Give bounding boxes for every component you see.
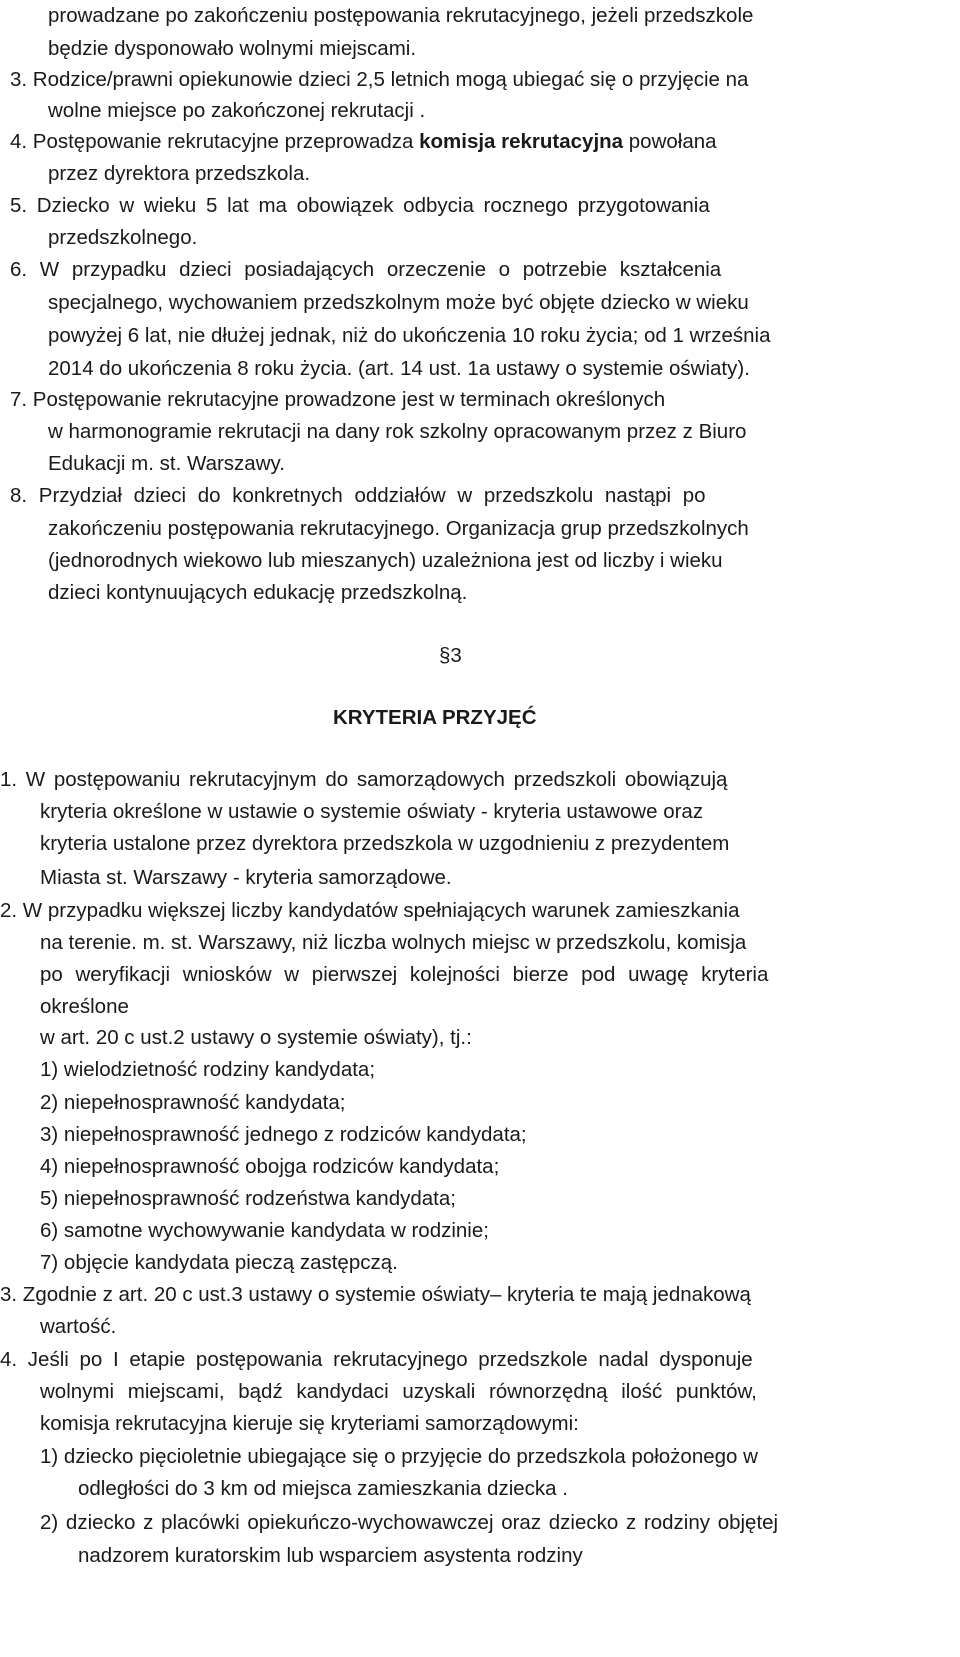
list-item-5: 5. Dziecko w wieku 5 lat ma obowiązek odbycia rocznego przygotowania [10, 194, 710, 217]
list-item-3: 3. Rodzice/prawni opiekunowie dzieci 2,5 letnich mogą ubiegać się o przyjęcie na [10, 68, 749, 91]
item4-suffix: powołana [623, 130, 717, 153]
text-line: prowadzane po zakończeniu postępowania rekrutacyjnego, jeżeli przedszkole [48, 4, 754, 27]
text-line: przedszkolnego. [48, 226, 198, 249]
list-item-2: 2. W przypadku większej liczby kandydatów spełniających warunek zamieszkania [0, 899, 740, 922]
list-item-4: 4. Jeśli po I etapie postępowania rekrutacyjnego przedszkole nadal dysponuje [0, 1348, 753, 1371]
paragraph-mark: §3 [439, 644, 462, 667]
text-line: Edukacji m. st. Warszawy. [48, 452, 285, 475]
text-line: specjalnego, wychowaniem przedszkolnym może być objęte dziecko w wieku [48, 291, 749, 314]
item4-bold: komisja rekrutacyjna [419, 130, 624, 153]
text-line: Miasta st. Warszawy - kryteria samorządowe. [40, 866, 452, 889]
text-line: zakończeniu postępowania rekrutacyjnego. Organizacja grup przedszkolnych [48, 517, 749, 540]
text-line: komisja rekrutacyjna kieruje się kryteriami samorządowymi: [40, 1412, 579, 1435]
criteria-item-7: 7) objęcie kandydata pieczą zastępczą. [40, 1251, 398, 1274]
text-line: dzieci kontynuujących edukację przedszkolną. [48, 581, 468, 604]
criteria-item-2: 2) niepełnosprawność kandydata; [40, 1091, 346, 1114]
text-line: kryteria ustalone przez dyrektora przedszkola w uzgodnieniu z prezydentem [40, 832, 730, 855]
text-line: będzie dysponowało wolnymi miejscami. [48, 37, 417, 60]
samorzad-criteria-item-1: 1) dziecko pięcioletnie ubiegające się o przyjęcie do przedszkola położonego w [40, 1445, 758, 1468]
list-item-8: 8. Przydział dzieci do konkretnych oddziałów w przedszkolu nastąpi po [10, 484, 706, 507]
text-line: w harmonogramie rekrutacji na dany rok szkolny opracowanym przez z Biuro [48, 420, 747, 443]
text-line: kryteria określone w ustawie o systemie oświaty - kryteria ustawowe oraz [40, 800, 704, 823]
text-line: wolne miejsce po zakończonej rekrutacji . [48, 99, 426, 122]
text-line: wartość. [40, 1315, 117, 1338]
text-line: po weryfikacji wniosków w pierwszej kolejności bierze pod uwagę kryteria [40, 963, 769, 986]
criteria-item-5: 5) niepełnosprawność rodzeństwa kandydata; [40, 1187, 456, 1210]
text-line: 2014 do ukończenia 8 roku życia. (art. 14 ust. 1a ustawy o systemie oświaty). [48, 357, 750, 380]
criteria-item-1: 1) wielodzietność rodziny kandydata; [40, 1058, 376, 1081]
text-line: przez dyrektora przedszkola. [48, 162, 311, 185]
list-item-7: 7. Postępowanie rekrutacyjne prowadzone jest w terminach określonych [10, 388, 666, 411]
criteria-item-3: 3) niepełnosprawność jednego z rodziców kandydata; [40, 1123, 527, 1146]
list-item-4 [10, 132, 717, 153]
criteria-item-4: 4) niepełnosprawność obojga rodziców kandydata; [40, 1155, 500, 1178]
text-line: odległości do 3 km od miejsca zamieszkania dziecka . [78, 1477, 568, 1500]
list-item-3: 3. Zgodnie z art. 20 c ust.3 ustawy o systemie oświaty– kryteria te mają jednakową [0, 1283, 751, 1306]
text-line: powyżej 6 lat, nie dłużej jednak, niż do ukończenia 10 roku życia; od 1 września [48, 324, 771, 347]
list-item-6: 6. W przypadku dzieci posiadających orzeczenie o potrzebie kształcenia [10, 258, 722, 281]
criteria-item-6: 6) samotne wychowywanie kandydata w rodzinie; [40, 1219, 489, 1242]
section-heading: KRYTERIA PRZYJĘĆ [333, 706, 537, 729]
text-line: na terenie. m. st. Warszawy, niż liczba wolnych miejsc w przedszkolu, komisja [40, 931, 747, 954]
samorzad-criteria-item-2: 2) dziecko z placówki opiekuńczo-wychowawczej oraz dziecko z rodziny objętej [40, 1511, 779, 1534]
text-line: (jednorodnych wiekowo lub mieszanych) uzależniona jest od liczby i wieku [48, 549, 723, 572]
item4-prefix: 4. Postępowanie rekrutacyjne przeprowadza [10, 130, 420, 153]
text-line: nadzorem kuratorskim lub wsparciem asystenta rodziny [78, 1544, 583, 1567]
list-item-1: 1. W postępowaniu rekrutacyjnym do samorządowych przedszkoli obowiązują [0, 768, 728, 791]
text-line: wolnymi miejscami, bądź kandydaci uzyskali równorzędną ilość punktów, [40, 1380, 757, 1403]
text-line: określone [40, 995, 129, 1018]
text-line: w art. 20 c ust.2 ustawy o systemie oświaty), tj.: [40, 1026, 472, 1049]
